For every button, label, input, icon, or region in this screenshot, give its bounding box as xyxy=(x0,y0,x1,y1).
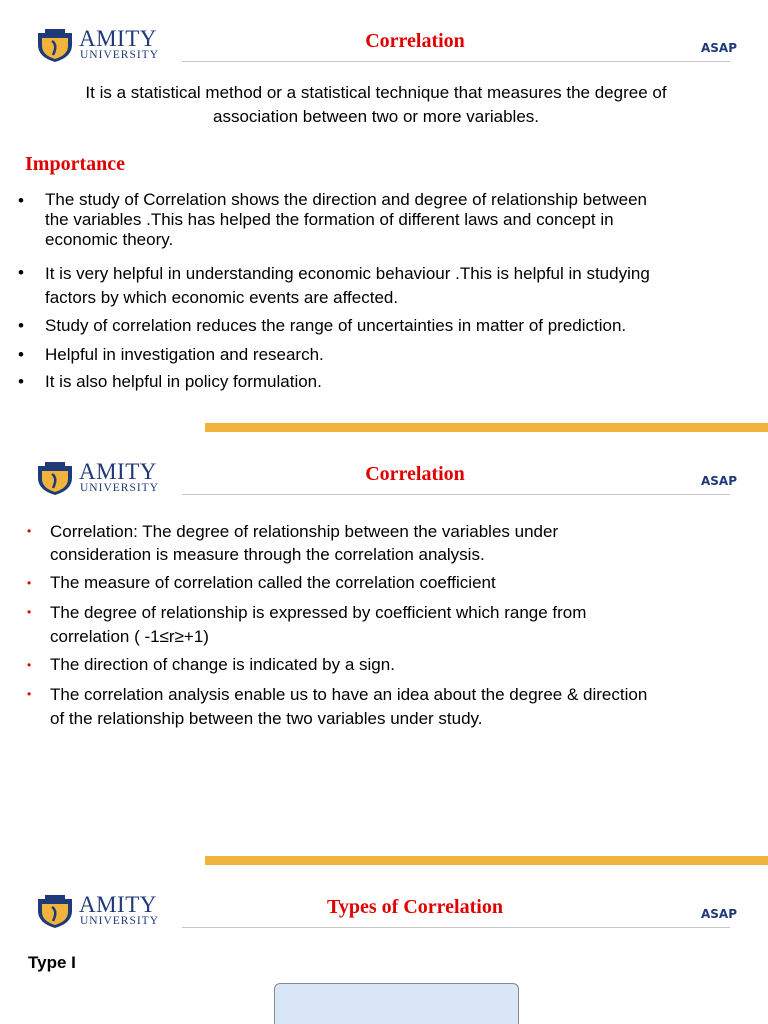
logo-name: AMITY xyxy=(79,892,157,917)
bullet-dot: • xyxy=(27,576,32,590)
bullet-line: The degree of relationship is expressed by coefficient which range from xyxy=(50,603,587,622)
asap-tag: ASAP xyxy=(701,474,738,488)
bullet-line: It is very helpful in understanding economic behaviour .This is helpful in studying xyxy=(45,264,650,283)
header-rule xyxy=(182,61,730,62)
slide-title: Correlation xyxy=(365,463,465,485)
header-rule xyxy=(182,927,730,928)
asap-tag: ASAP xyxy=(701,41,738,55)
bullet-dot: • xyxy=(18,191,24,210)
bullet-dot: • xyxy=(27,605,32,619)
bullet-dot: • xyxy=(27,687,32,701)
asap-tag: ASAP xyxy=(701,907,738,921)
logo-subtitle: UNIVERSITY xyxy=(80,915,159,927)
type-label: Type I xyxy=(28,953,76,972)
logo-name: AMITY xyxy=(79,459,157,484)
bullet-line: factors by which economic events are affected. xyxy=(45,288,399,307)
bullet-line: Study of correlation reduces the range of uncertainties in matter of prediction. xyxy=(45,316,627,335)
bullet-line: It is also helpful in policy formulation. xyxy=(45,372,322,391)
bullet-dot: • xyxy=(27,524,32,538)
bullet-line: The measure of correlation called the correlation coefficient xyxy=(50,573,496,592)
slide-3 xyxy=(0,865,768,1024)
logo-subtitle: UNIVERSITY xyxy=(80,482,159,494)
header-rule xyxy=(182,494,730,495)
bullet-line: correlation ( -1≤r≥+1) xyxy=(50,627,209,646)
intro-line: association between two or more variables. xyxy=(213,107,539,126)
slide-2 xyxy=(0,432,768,856)
bullet-dot: • xyxy=(18,372,24,391)
diagram-box xyxy=(274,983,519,1024)
bullet-line: The direction of change is indicated by a sign. xyxy=(50,655,395,674)
slide-1 xyxy=(0,0,768,420)
bullet-dot: • xyxy=(27,658,32,672)
bullet-line: The study of Correlation shows the direction and degree of relationship between xyxy=(45,190,647,209)
bullet-line: Helpful in investigation and research. xyxy=(45,345,324,364)
slide-title: Types of Correlation xyxy=(327,896,503,918)
bullet-line: economic theory. xyxy=(45,230,174,249)
logo-name: AMITY xyxy=(79,26,157,51)
bullet-line: The correlation analysis enable us to have an idea about the degree & direction xyxy=(50,685,648,704)
bullet-line: consideration is measure through the correlation analysis. xyxy=(50,545,485,564)
bullet-line: the variables .This has helped the formation of different laws and concept in xyxy=(45,210,614,229)
bullet-line: of the relationship between the two variables under study. xyxy=(50,709,483,728)
bullet-line: Correlation: The degree of relationship between the variables under xyxy=(50,522,559,541)
section-heading: Importance xyxy=(25,153,125,175)
slide-divider xyxy=(205,856,768,865)
slide-divider xyxy=(205,423,768,432)
bullet-dot: • xyxy=(18,345,24,364)
logo-subtitle: UNIVERSITY xyxy=(80,49,159,61)
bullet-dot: • xyxy=(18,263,24,282)
intro-text xyxy=(0,81,752,129)
bullet-dot: • xyxy=(18,316,24,335)
intro-line: It is a statistical method or a statistical technique that measures the degree of xyxy=(85,83,667,102)
slide-title: Correlation xyxy=(365,30,465,52)
